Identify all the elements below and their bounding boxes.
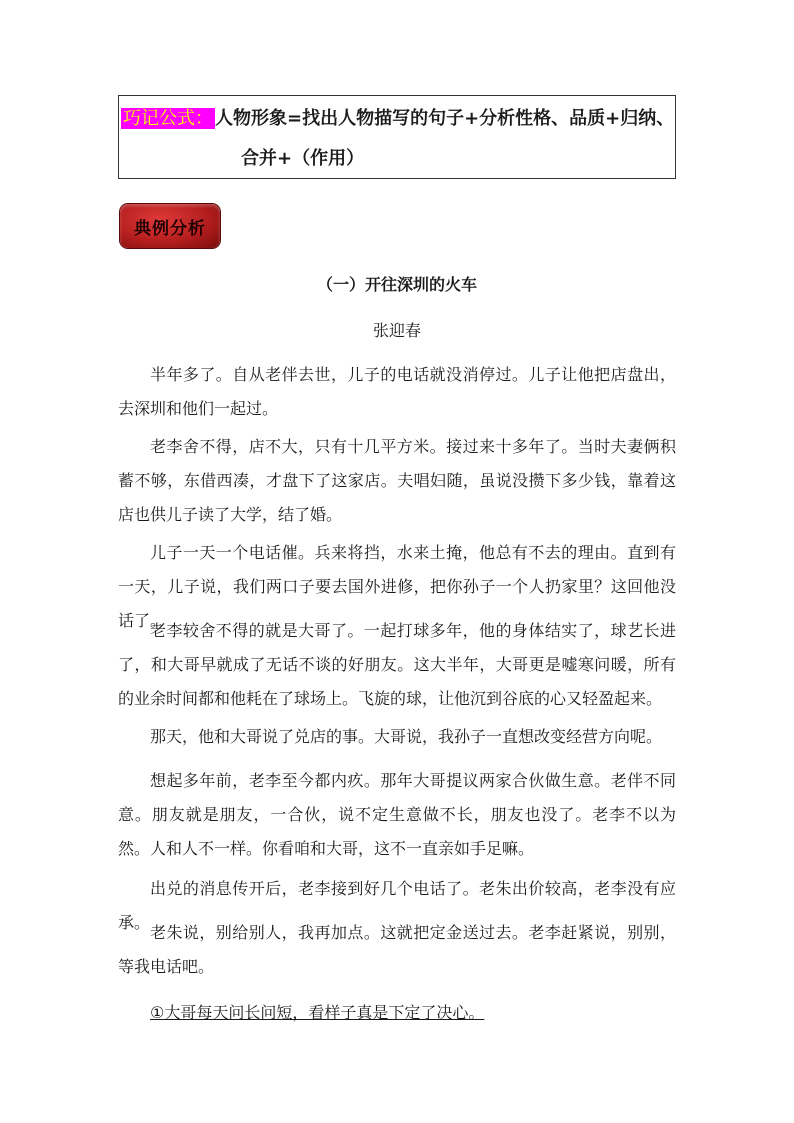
paragraph: 儿子一天一个电话催。兵来将挡，水来土掩，他总有不去的理由。直到有一天，儿子说，我们两口子要去国外进修，把你孙子一个人扔家里？这回他没话了。 [118,543,676,630]
section-badge: 典例分析 [120,204,220,248]
paragraph: 老李较舍不得的就是大哥了。一起打球多年，他的身体结实了，球艺长进了，和大哥早就成了无话不谈的好朋友。这大半年，大哥更是嘘寒问暖，所有的业余时间都和他耗在了球场上。飞旋的球，让他沉到谷底的心又轻盈起来。 [118,621,676,708]
article-title: （一）开往深圳的火车 [316,275,477,294]
paragraph: 出兑的消息传开后，老李接到好几个电话了。老朱出价较高，老李没有应承。 [118,879,676,932]
article-author: 张迎春 [372,321,421,340]
paragraph: 那天，他和大哥说了兑店的事。大哥说，我孙子一直想改变经营方向呢。 [150,727,663,746]
formula-line-2: 合并+（作用） [241,148,365,169]
paragraph: 半年多了。自从老伴去世，儿子的电话就没消停过。儿子让他把店盘出，去深圳和他们一起过。 [118,365,676,418]
underlined-sentence: ①大哥每天问长问短，看样子真是下定了决心。 [150,1003,485,1022]
formula-text-1: 人物形象=找出人物描写的句子+分析性格、品质+归纳、 [215,108,675,129]
formula-box [118,95,676,179]
underlined-paragraph [118,996,676,1030]
paragraph: 老李舍不得，店不大，只有十几平方米。接过来十多年了。当时夫妻俩积蓄不够，东借西凑，才盘下了这家店。夫唱妇随，虽说没攒下多少钱，靠着这店也供儿子读了大学，结了婚。 [118,437,676,524]
paragraph: 老朱说，别给别人，我再加点。这就把定金送过去。老李赶紧说，别别，等我电话吧。 [118,923,676,976]
formula-label: 巧记公式： [123,108,213,129]
formula-line-1 [121,106,674,132]
paragraph: 想起多年前，老李至今都内疚。那年大哥提议两家合伙做生意。老伴不同意。朋友就是朋友，一合伙，说不定生意做不长，朋友也没了。老李不以为然。人和人不一样。你看咱和大哥，这不一直亲如手足嘛。 [118,771,676,858]
